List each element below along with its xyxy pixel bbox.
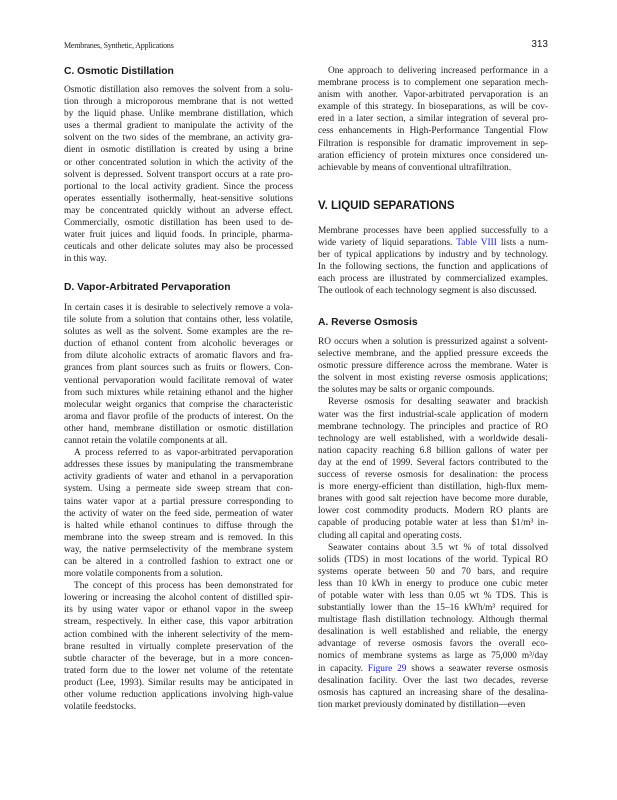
cross-reference-link[interactable]: Figure 29 [367, 663, 407, 674]
text-line: Reverse osmosis for desalting seawater and brackish [328, 397, 548, 408]
text-line: dient in osmotic distillation is created by using a brine [64, 145, 293, 156]
text-line: lower cost commodity products. Modern RO plants are [318, 506, 548, 517]
text-line: osmosis has captured an increasing share of the desalina- [318, 687, 548, 698]
text-line: other volume reduction applications involving high-value [64, 690, 293, 700]
text-line: of potable water with less than 0.05 wt % TDS. This is [318, 590, 548, 601]
text-line: Filtration is responsible for dramatic improvement in sep- [318, 138, 548, 149]
text-line: less than 10 kWh in energy to produce one cubic meter [318, 578, 548, 589]
text-line: the activity of water on the feed side, permeation of water [64, 508, 293, 519]
text-line: desalination is well established and reliable, the energy [318, 627, 548, 638]
text-line: trated form due to the lower net volume of the retentate [64, 665, 293, 676]
text-line: the solvent in most existing reverse osmosis applications; [318, 373, 548, 384]
text-line: multistage flash distillation technology. Although thermal [318, 615, 548, 626]
text-line: way, the native permselectivity of the membrane system [64, 544, 293, 555]
text-line: nation capacity reaching 6.8 billion gallons of water per [318, 445, 548, 456]
section-heading: D. Vapor-Arbitrated Pervaporation [64, 282, 231, 293]
text-line [318, 663, 548, 675]
text-segment: shows a seawater reverse osmosis [406, 663, 549, 674]
text-line: its by using water vapor or ethanol vapor in the sweep [64, 605, 293, 616]
cross-reference-link[interactable]: Table VIII [456, 238, 497, 249]
text-line: by the liquid phase. Unlike membrane distillation, which [64, 109, 293, 120]
text-line: branes with good salt rejection have become more durable, [318, 494, 548, 505]
text-line: membrane technology. The principles and practice of RO [318, 421, 548, 432]
text-line: is halted while ethanol continues to diffuse through the [64, 520, 293, 531]
text-line: capable of producing potable water at less than $1/m³ in- [318, 518, 548, 529]
text-line: solutes as well as the solvent. Some examples are the re- [64, 327, 293, 338]
text-line: The concept of this process has been demonstrated for [74, 581, 293, 592]
text-line: operates essentially isothermally, heat-sensitive solutions [64, 193, 293, 204]
text-line: achievable by means of conventional ultrafiltration. [318, 162, 512, 173]
text-line: cess enhancements in High-Performance Tangential Flow [318, 126, 548, 137]
text-line: molecular weight organics that comprise the characteristic [64, 399, 293, 410]
text-line: addresses these issues by manipulating the transmembrane [64, 460, 293, 471]
text-segment: lists a num- [496, 238, 548, 249]
section-heading: C. Osmotic Distillation [64, 66, 174, 77]
text-line: or other concentrated solution in which the activity of the [64, 157, 293, 168]
text-line: solvent on the two sides of the membrane, an activity gra- [64, 133, 293, 144]
text-line: membrane into the sweep stream and is removed. In this [64, 532, 293, 543]
text-line: cluding all capital and operating costs. [318, 530, 462, 541]
text-line: membrane process is to complement one separation mech- [318, 78, 548, 89]
text-line: the solutes may be salts or organic compounds. [318, 385, 495, 396]
text-line: Osmotic distillation also removes the solvent from a solu- [64, 85, 293, 95]
text-line: action combined with the inherent selectivity of the mem- [64, 629, 293, 640]
text-line: aration efficiency of protein mixtures once considered un- [318, 150, 548, 161]
text-line: selective membrane, and the applied pressure exceeds the [318, 349, 548, 360]
text-line: ceuticals and other delicate solutes may also be processed [64, 242, 293, 253]
paragraph [64, 84, 293, 265]
text-line: substantially lower than the 15–16 kWh/m³ required for [318, 603, 548, 614]
section-c-osmotic-distillation [64, 65, 293, 265]
paragraph [318, 225, 548, 298]
text-line: desalination facility. Over the last two decades, reverse [318, 675, 548, 686]
text-line: from dilute alcoholic extracts of aromatic flavors and fra- [64, 351, 293, 362]
text-line: ered in a later section, a similar integration of several pro- [318, 114, 548, 125]
text-line: solvent is depressed. Solvent transport occurs at a rate pro- [64, 169, 293, 180]
text-line: tains water vapor at a partial pressure corresponding to [64, 496, 293, 507]
text-line: portional to the local activity gradient. Since the process [64, 181, 293, 192]
text-line: nomics of membrane systems as large as 75,000 m³/day [318, 651, 548, 662]
text-segment: in capacity. [318, 663, 368, 674]
intro-section [318, 65, 548, 174]
text-line: uses a thermal gradient to manipulate the activity of the [64, 121, 293, 132]
text-line: more volatile components from a solution. [64, 569, 223, 580]
text-line: Commercially, osmotic distillation has been used to de- [64, 218, 293, 229]
text-line: anism with another. Vapor-arbitrated pervaporation is an [318, 90, 548, 101]
text-line: in this way. [64, 254, 107, 265]
text-line: each process are illustrated by commercialized examples. [318, 274, 548, 285]
text-line: systems operate between 50 and 70 bars, and require [318, 566, 548, 577]
text-line: The outlook of each technology segment is also discussed. [318, 286, 537, 297]
text-line: success of reverse osmosis for desalination: the process [318, 470, 548, 481]
text-line: ventional pervaporation would facilitate removal of water [64, 375, 293, 386]
paragraph [318, 65, 548, 174]
paragraph [318, 396, 548, 541]
text-line: from such mixtures while retaining ethanol and the higher [64, 387, 293, 398]
text-line: osmotic pressure difference across the membrane. Water is [318, 361, 548, 372]
text-line: lowering or increasing the alcohol content of distilled spir- [64, 593, 293, 604]
text-line: water was the first industrial-scale application of modern [318, 409, 548, 420]
paragraph [318, 542, 548, 711]
text-line: water fruit juices and liquid foods. In principle, pharma- [64, 230, 293, 241]
text-line: cannot retain the volatile components at all. [64, 436, 228, 447]
text-line: tion market previously dominated by distillation—even [318, 699, 526, 710]
text-line: stream, respectively. In either case, this vapor arbitration [64, 617, 293, 628]
text-line: grances from plant sources such as fruits or flowers. Con- [64, 363, 293, 374]
text-line: In the following sections, the function and applications of [318, 262, 548, 273]
text-line: Membrane processes have been applied successfully to a [318, 226, 548, 236]
text-line [318, 237, 548, 249]
text-line: technology are well established, with a worldwide desali- [318, 433, 548, 444]
text-line: aroma and flavor profile of the products of interest. On the [64, 411, 293, 422]
paragraph [64, 302, 293, 447]
text-line: solids (TDS) in most locations of the world. Typical RO [318, 554, 548, 565]
text-line: volatile feedstocks. [64, 702, 137, 713]
text-line: advantage of reverse osmosis favors the overall eco- [318, 639, 548, 650]
text-segment: wide variety of liquid separations. [318, 238, 457, 249]
paragraph [64, 447, 293, 580]
text-line: may be concentrated quickly without an adverse effect. [64, 205, 293, 216]
text-line: system. Using a permeate side sweep stream that con- [64, 484, 293, 495]
section-a-reverse-osmosis [318, 316, 548, 711]
page-number: 313 [531, 39, 548, 50]
text-line: tion through a microporous membrane that is not wetted [64, 97, 293, 108]
text-line: day at the end of 1999. Several factors contributed to the [318, 457, 548, 468]
text-line: duction of ethanol content from alcoholic beverages or [64, 339, 293, 350]
section-d-vapor-arbitrated-pervaporation [64, 281, 293, 713]
text-line: can be altered in a controlled fashion to extract one or [64, 556, 293, 567]
text-line: activity gradients of water and ethanol in a pervaporation [64, 472, 293, 483]
running-header: Membranes, Synthetic, Applications [64, 41, 174, 50]
text-line: product (Lee, 1993). Similar results may be anticipated in [64, 677, 293, 688]
text-line: Seawater contains about 3.5 wt % of total dissolved [328, 542, 548, 553]
text-line: subtle character of the beverage, but in a more concen- [64, 653, 293, 664]
text-line: One approach to delivering increased performance in a [328, 66, 548, 76]
paragraph [318, 336, 548, 396]
text-line: ber of typical applications by industry and by technology. [318, 250, 548, 261]
text-line: RO occurs when a solution is pressurized against a solvent- [318, 337, 548, 347]
text-line: is more energy-efficient than distillation, high-flux mem- [318, 482, 548, 493]
text-line: A process referred to as vapor-arbitrated pervaporation [74, 448, 293, 459]
paragraph [64, 580, 293, 713]
chapter-heading: V. LIQUID SEPARATIONS [318, 200, 455, 212]
text-line: brane resulted in virtually complete preservation of the [64, 641, 293, 652]
text-line: example of this strategy. In bioseparations, as will be cov- [318, 102, 548, 113]
section-v-liquid-separations [318, 199, 548, 298]
text-line: In certain cases it is desirable to selectively remove a vola- [64, 303, 293, 313]
section-heading: A. Reverse Osmosis [318, 317, 418, 328]
text-line: tile solute from a solution that contains other, less volatile, [64, 315, 293, 326]
text-line: other hand, membrane distillation or osmotic distillation [64, 423, 293, 434]
